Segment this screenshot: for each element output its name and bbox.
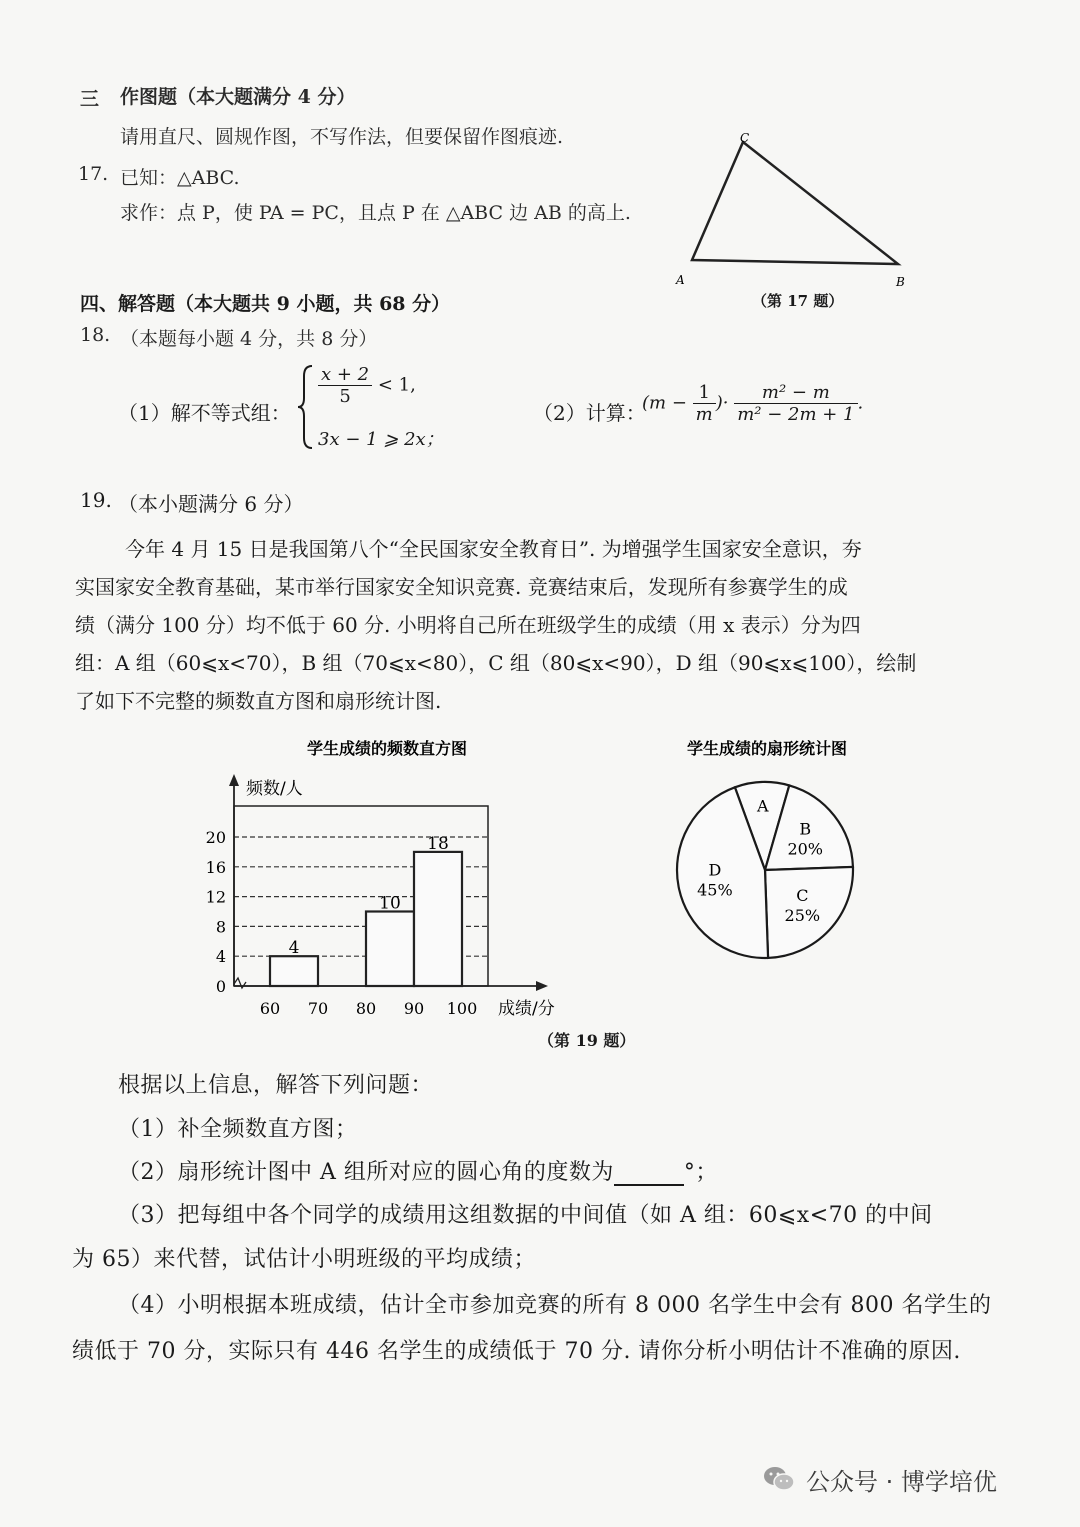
y-tick-label: 4 <box>215 947 226 967</box>
pie-slice-label: A <box>757 796 769 816</box>
expression <box>642 382 863 425</box>
q19-question-2 <box>118 1155 718 1186</box>
x-axis-arrow <box>536 981 548 991</box>
q19-figure-caption: （第 19 题） <box>538 1031 636 1050</box>
vertex-a-label: A <box>676 273 685 287</box>
vertex-b-label: B <box>896 275 905 289</box>
expr-left: (m − <box>642 392 687 414</box>
ineq1-rest: < 1, <box>377 374 416 396</box>
y-tick-label: 20 <box>205 828 226 847</box>
q19-para-line: 今年 4 月 15 日是我国第八个“全民国家安全教育日”. 为增强学生国家安全意识，夯 <box>125 537 862 561</box>
q19-question-3-line1: （3）把每组中各个同学的成绩用这组数据的中间值（如 A 组：60⩽x<70 的中间 <box>118 1203 933 1228</box>
q19-question-4-line2: 绩低于 70 分，实际只有 446 名学生的成绩低于 70 分. 请你分析小明估计不准确的原因. <box>72 1339 961 1364</box>
section3-heading: 作图题（本大题满分 4 分） <box>120 86 356 108</box>
q19-heading: （本小题满分 6 分） <box>118 492 304 516</box>
q17-given: 已知：△ABC. <box>120 167 240 189</box>
x-tick-label: 100 <box>446 999 478 1018</box>
ineq1-numerator: x + 2 <box>318 364 372 386</box>
q19-para-line: 了如下不完整的频数直方图和扇形统计图. <box>75 689 442 713</box>
y-axis-arrow <box>229 774 239 786</box>
section3-mark: 三 <box>80 88 100 110</box>
q19-paragraph <box>75 530 916 720</box>
q18-part2-label: （2）计算： <box>533 401 646 425</box>
histogram-bars <box>270 834 462 986</box>
q17-task: 求作：点 P，使 PA = PC，且点 P 在 △ABC 边 AB 的高上. <box>120 202 631 224</box>
x-tick-label: 80 <box>355 999 377 1018</box>
y-tick-label: 0 <box>215 977 226 996</box>
wechat-icon <box>762 1464 796 1494</box>
watermark-text: 公众号 · 博学培优 <box>806 1468 997 1496</box>
pie-slice-label: B <box>799 819 812 839</box>
q19-para-line: 绩（满分 100 分）均不低于 60 分. 小明将自己所在班级学生的成绩（用 x 表示）分为四 <box>75 613 861 637</box>
answer-blank[interactable] <box>614 1162 684 1186</box>
pie-slice-percent: 25% <box>784 905 821 925</box>
x-tick-label: 70 <box>307 999 329 1018</box>
q19-number: 19. <box>80 488 112 512</box>
bar-value-label: 4 <box>288 938 300 959</box>
expr-frac1-den: m <box>695 404 713 425</box>
section3-instruction: 请用直尺、圆规作图，不写作法，但要保留作图痕迹. <box>120 126 564 148</box>
system-brace <box>296 364 316 450</box>
histogram-bar <box>270 956 318 986</box>
histogram-xlabel: 成绩/分 <box>498 999 555 1019</box>
bar-value-label: 10 <box>379 893 401 914</box>
q17-number: 17. <box>78 163 109 185</box>
expr-frac2-num: m² − m <box>734 382 857 404</box>
q17-figure-caption: （第 17 题） <box>752 292 844 310</box>
histogram-bar <box>366 912 414 987</box>
y-tick-label: 12 <box>205 887 226 907</box>
q19-para-line: 组：A 组（60⩽x<70），B 组（70⩽x<80），C 组（80⩽x<90），D 组（90⩽x⩽100），绘制 <box>75 651 917 675</box>
q18-number: 18. <box>80 324 111 346</box>
q18-part1-label: （1）解不等式组： <box>118 401 291 425</box>
q19-question-1: （1）补全频数直方图； <box>118 1117 358 1142</box>
ineq1-denominator: 5 <box>339 386 351 407</box>
y-tick-label: 16 <box>205 857 226 877</box>
pie-slice-percent: 45% <box>697 880 733 900</box>
q19-question-3-line2: 为 65）来代替，试估计小明班级的平均成绩； <box>72 1247 536 1272</box>
q18-heading: （本题每小题 4 分，共 8 分） <box>120 328 378 350</box>
pie-slice-label: C <box>796 885 809 905</box>
histogram-chart <box>190 730 580 1030</box>
q19-q2-unit: °； <box>683 1160 718 1185</box>
q19-para-line: 实国家安全教育基础，某市举行国家安全知识竞赛. 竞赛结束后，发现所有参赛学生的成 <box>75 575 848 599</box>
y-tick-label: 8 <box>215 917 226 937</box>
expr-mid: )· <box>715 392 729 414</box>
histogram-title: 学生成绩的频数直方图 <box>306 739 468 758</box>
vertex-c-label: C <box>740 131 750 145</box>
pie-slice-percent: 20% <box>787 839 824 859</box>
triangle-abc <box>692 142 898 264</box>
x-tick-label: 60 <box>259 999 281 1018</box>
q19-q2-text: （2）扇形统计图中 A 组所对应的圆心角的度数为 <box>118 1160 614 1185</box>
histogram-ylabel: 频数/人 <box>246 779 303 799</box>
pie-chart <box>640 730 900 990</box>
expr-frac2-den: m² − 2m + 1 <box>737 404 855 425</box>
histogram-bar <box>414 852 462 986</box>
expr-end: . <box>857 392 864 414</box>
inequality-2: 3x − 1 ⩾ 2x； <box>318 429 444 450</box>
x-tick-label: 90 <box>403 999 425 1018</box>
q19-prompt: 根据以上信息，解答下列问题： <box>118 1073 434 1098</box>
q19-question-4-line1: （4）小明根据本班成绩，估计全市参加竞赛的所有 8 000 名学生中会有 800 名学生的 <box>118 1293 992 1318</box>
bar-value-label: 18 <box>427 833 449 854</box>
triangle-figure <box>670 130 920 310</box>
pie-slices <box>677 782 853 958</box>
expr-frac1-num: 1 <box>693 382 716 404</box>
inequality-1 <box>318 364 416 407</box>
section4-heading: 四、解答题（本大题共 9 小题，共 68 分） <box>80 293 451 315</box>
pie-title: 学生成绩的扇形统计图 <box>686 739 848 758</box>
pie-slice-label: D <box>708 860 722 880</box>
